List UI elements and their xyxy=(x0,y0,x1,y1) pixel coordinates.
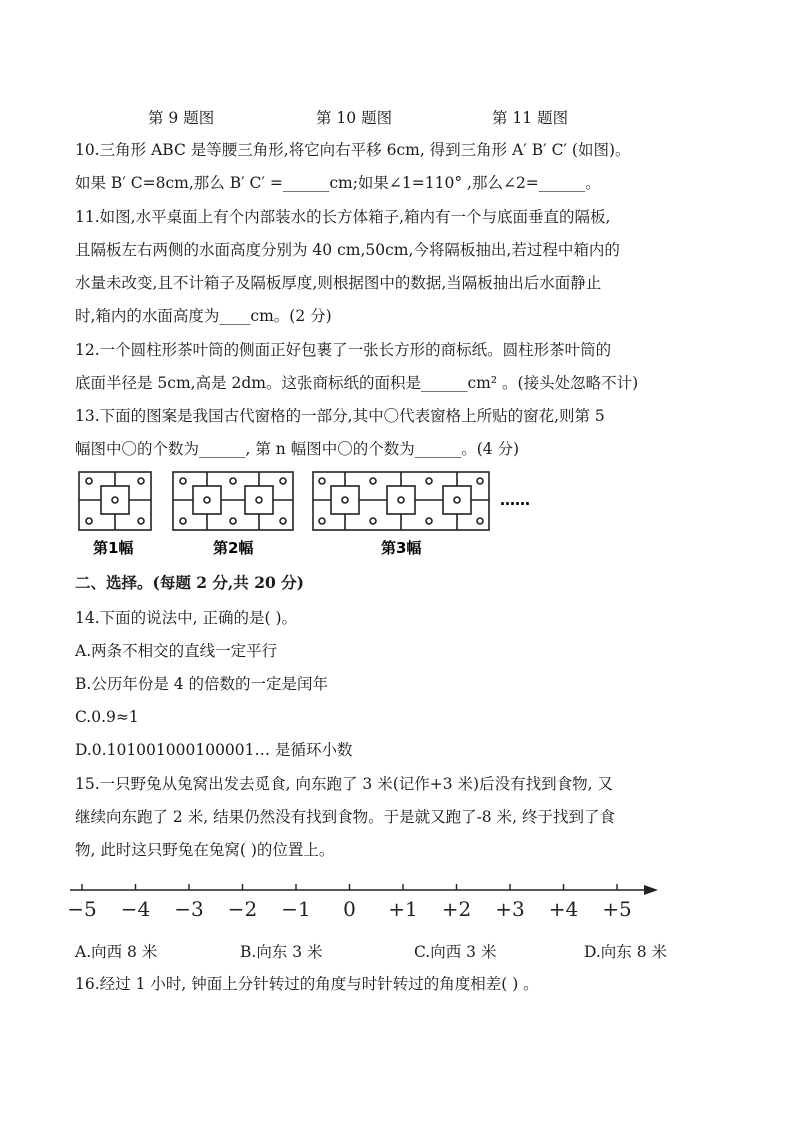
number-line-label: +3 xyxy=(495,897,525,921)
q15-option-a: A.向西 8 米 xyxy=(75,943,158,961)
q13-line1: 13.下面的图案是我国古代窗格的一部分,其中〇代表窗格上所贴的窗花,则第 5 xyxy=(75,407,605,425)
q10-line1: 10.三角形 ABC 是等腰三角形,将它向右平移 6cm, 得到三角形 A′ B′ C′ (如图)。 xyxy=(75,141,631,159)
q11-line1: 11.如图,水平桌面上有个内部装水的长方体箱子,箱内有一个与底面垂直的隔板, xyxy=(75,208,611,226)
number-line xyxy=(60,878,670,926)
q15-line1: 15.一只野兔从兔窝出发去觅食, 向东跑了 3 米(记作+3 米)后没有找到食物, 又 xyxy=(75,775,613,793)
q15-option-b: B.向东 3 米 xyxy=(240,943,323,961)
q13-line2: 幅图中〇的个数为______, 第 n 幅图中〇的个数为______。(4 分) xyxy=(75,440,520,458)
lattice-figure-3 xyxy=(313,472,489,530)
q14-option-d: D.0.101001000100001… 是循环小数 xyxy=(75,741,353,759)
lattice-ellipsis: …… xyxy=(500,491,530,509)
q15-option-d: D.向东 8 米 xyxy=(584,943,668,961)
q14-stem: 14.下面的说法中, 正确的是( )。 xyxy=(75,609,298,627)
number-line-label: 0 xyxy=(343,897,356,921)
number-line-label: +2 xyxy=(441,897,472,921)
q14-option-a: A.两条不相交的直线一定平行 xyxy=(75,642,278,660)
number-line-label: −1 xyxy=(281,897,311,921)
number-line-label: −2 xyxy=(227,897,258,921)
number-line-label: +5 xyxy=(602,897,632,921)
caption-fig10: 第 10 题图 xyxy=(316,109,393,127)
q15-option-c: C.向西 3 米 xyxy=(414,943,497,961)
q14-option-c: C.0.9≈1 xyxy=(75,708,139,726)
number-line-label: −4 xyxy=(120,897,151,921)
lattice-label-1: 第1幅 xyxy=(93,539,134,557)
number-line-label: −3 xyxy=(174,897,204,921)
q12-line2: 底面半径是 5cm,高是 2dm。这张商标纸的面积是______cm² 。(接头处忽略不计) xyxy=(75,374,639,392)
number-line-label: −5 xyxy=(67,897,97,921)
number-line-label: +1 xyxy=(388,897,418,921)
caption-fig11: 第 11 题图 xyxy=(492,109,569,127)
q10-line2: 如果 B′ C=8cm,那么 B′ C′ =______cm;如果∠1=110° ,那么∠2=______。 xyxy=(75,174,601,192)
lattice-figure-1 xyxy=(79,472,151,530)
lattice-label-3: 第3幅 xyxy=(381,539,422,557)
q12-line1: 12.一个圆柱形茶叶筒的侧面正好包裹了一张长方形的商标纸。圆柱形茶叶筒的 xyxy=(75,341,612,359)
arrow-right-icon xyxy=(644,885,658,895)
caption-fig9: 第 9 题图 xyxy=(148,109,215,127)
number-line-label: +4 xyxy=(548,897,579,921)
q15-line2: 继续向东跑了 2 米, 结果仍然没有找到食物。于是就又跑了-8 米, 终于找到了食 xyxy=(75,808,615,826)
lattice-label-2: 第2幅 xyxy=(213,539,254,557)
q15-line3: 物, 此时这只野兔在兔窝( )的位置上。 xyxy=(75,841,335,859)
q11-line2: 且隔板左右两侧的水面高度分别为 40 cm,50cm,今将隔板抽出,若过程中箱内的 xyxy=(75,241,620,259)
q14-option-b: B.公历年份是 4 的倍数的一定是闰年 xyxy=(75,675,329,693)
section2-heading: 二、选择。(每题 2 分,共 20 分) xyxy=(75,573,305,592)
q11-line4: 时,箱内的水面高度为____cm。(2 分) xyxy=(75,307,332,325)
q11-line3: 水量未改变,且不计箱子及隔板厚度,则根据图中的数据,当隔板抽出后水面静止 xyxy=(75,274,602,292)
window-lattice-figures xyxy=(75,468,555,560)
lattice-figure-2 xyxy=(173,472,293,530)
q16-stem: 16.经过 1 小时, 钟面上分针转过的角度与时针转过的角度相差( ) 。 xyxy=(75,975,539,993)
